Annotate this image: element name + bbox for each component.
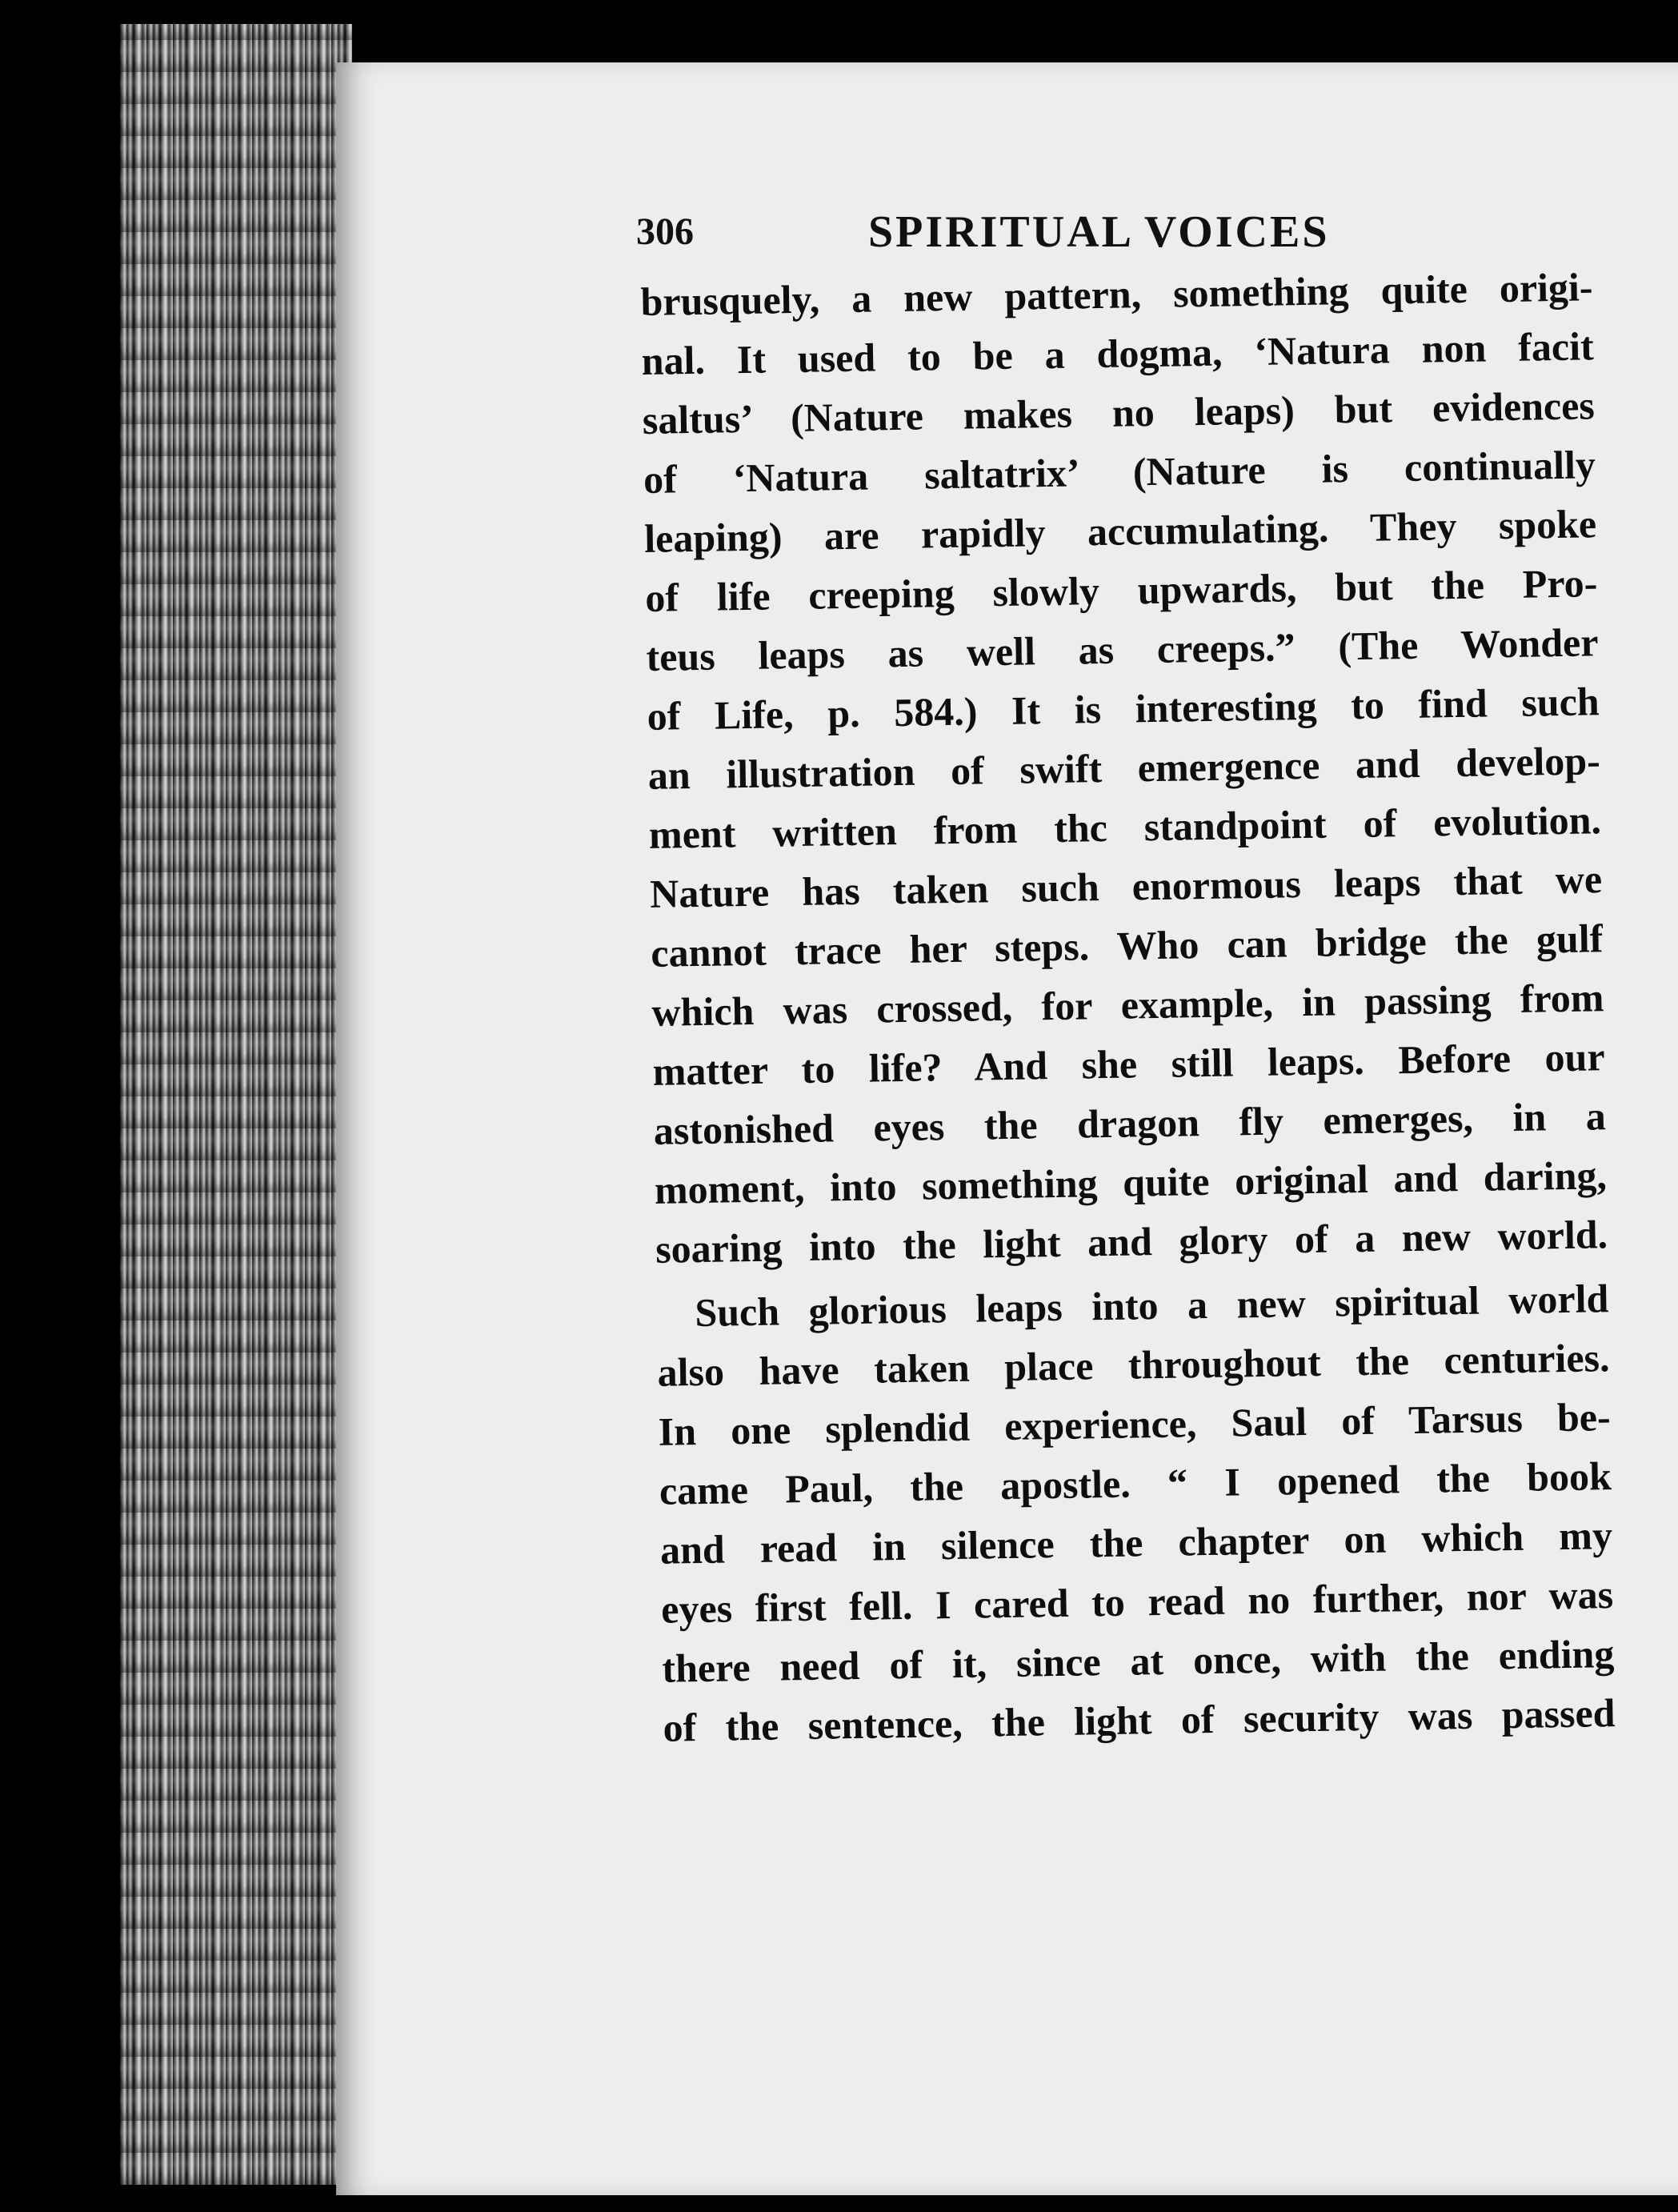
- text-line: moment, into something quite original and daring,: [654, 1152, 1608, 1212]
- running-head: [636, 202, 1356, 266]
- page-number: 306: [636, 210, 694, 253]
- text-line: an illustration of swift emergence and develop-: [647, 738, 1601, 798]
- text-line: eyes first fell. I cared to read no further, nor was: [660, 1572, 1614, 1632]
- body-text: [640, 257, 1616, 1757]
- text-line: and read in silence the chapter on which my: [659, 1513, 1613, 1573]
- text-line: saltus’ (Nature makes no leaps) but evidences: [642, 383, 1596, 443]
- text-line: of the sentence, the light of security was passed: [663, 1690, 1616, 1750]
- text-line: nal. It used to be a dogma, ‘Natura non facit: [641, 323, 1595, 383]
- text-line: matter to life? And she still leaps. Before our: [652, 1034, 1605, 1094]
- text-line: brusquely, a new pattern, something quite origi-: [640, 264, 1593, 324]
- text-line: Such glorious leaps into a new spiritual world: [694, 1276, 1609, 1336]
- text-line: Nature has taken such enormous leaps that we: [649, 856, 1603, 916]
- text-line: teus leaps as well as creeps.” (The Wonder: [646, 619, 1599, 679]
- text-line: of Life, p. 584.) It is interesting to find such: [647, 679, 1600, 739]
- text-line: there need of it, since at once, with the ending: [661, 1631, 1615, 1691]
- text-line: came Paul, the apostle. “ I opened the book: [659, 1453, 1612, 1513]
- text-line: of life creeping slowly upwards, but the Pro-: [644, 560, 1598, 620]
- text-line: In one splendid experience, Saul of Tarsus be-: [658, 1394, 1612, 1454]
- text-line: cannot trace her steps. Who can bridge the gulf: [650, 916, 1604, 976]
- paragraph-2: [656, 1268, 1616, 1757]
- paragraph-1: [640, 257, 1608, 1279]
- text-line: soaring into the light and glory of a new world.: [655, 1212, 1608, 1272]
- text-line: ment written from thc standpoint of evolution.: [648, 797, 1602, 857]
- text-line: also have taken place throughout the centuries.: [657, 1335, 1610, 1395]
- running-title: SPIRITUAL VOICES: [868, 207, 1330, 257]
- text-line: which was crossed, for example, in passing from: [651, 975, 1604, 1035]
- text-line: leaping) are rapidly accumulating. They spoke: [643, 501, 1597, 561]
- book-page-edges: [120, 24, 352, 2185]
- text-line: of ‘Natura saltatrix’ (Nature is continually: [643, 442, 1596, 502]
- text-line: astonished eyes the dragon fly emerges, in a: [653, 1093, 1607, 1153]
